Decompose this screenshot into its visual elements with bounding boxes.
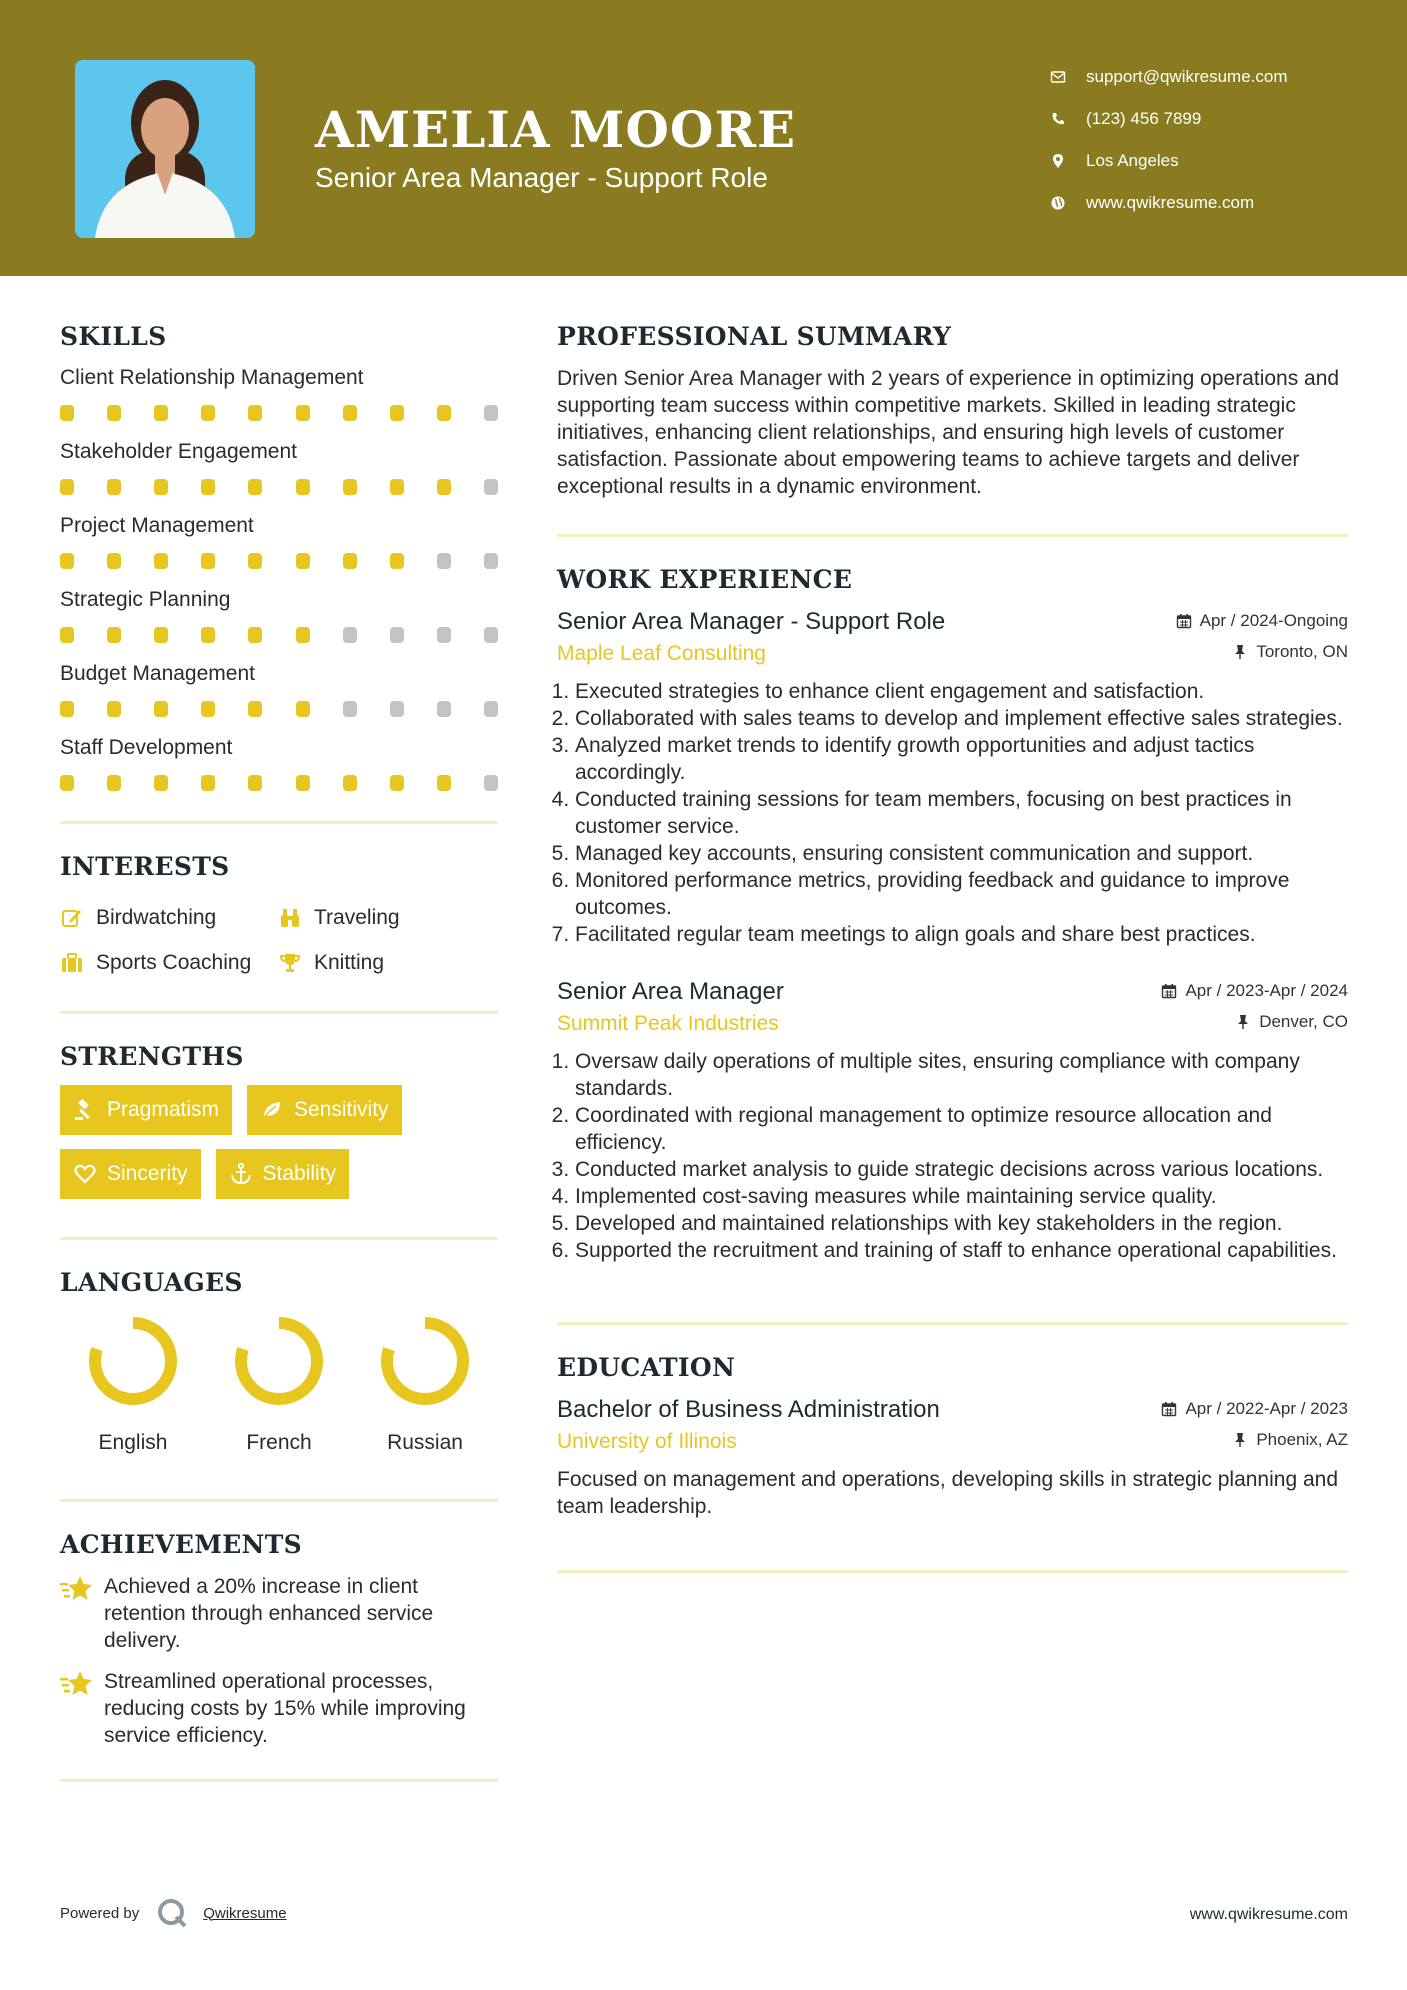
education-heading: EDUCATION — [557, 1353, 736, 1382]
skill-name: Strategic Planning — [60, 588, 231, 611]
skill-rating — [60, 775, 498, 791]
skill-name: Project Management — [60, 514, 254, 537]
section-divider — [60, 1779, 498, 1782]
contact-phone[interactable] — [1050, 98, 1288, 140]
rating-dot-filled — [154, 627, 168, 643]
calendar-icon — [1161, 1401, 1177, 1417]
section-divider — [60, 1499, 498, 1502]
education-school: University of Illinois — [557, 1430, 737, 1453]
languages-list — [60, 1311, 498, 1455]
envelope-icon — [1050, 69, 1066, 85]
resume-header — [0, 0, 1407, 276]
pushpin-icon — [1232, 1432, 1248, 1448]
duty-item: 2. Coordinated with regional management to optimize resource allocation and efficiency. — [575, 1102, 1348, 1156]
section-divider — [60, 821, 498, 824]
skills-heading: SKILLS — [60, 322, 167, 351]
rating-dot-filled — [248, 775, 262, 791]
experience-heading: WORK EXPERIENCE — [557, 565, 853, 594]
strength-label: Pragmatism — [107, 1098, 220, 1121]
duty-item: 1. Oversaw daily operations of multiple sites, ensuring compliance with company standards. — [575, 1048, 1348, 1102]
duty-item: 7. Facilitated regular team meetings to align goals and share best practices. — [575, 921, 1348, 948]
rating-dot-filled — [248, 479, 262, 495]
rating-dot-empty — [484, 553, 498, 569]
duty-item: 6. Monitored performance metrics, providing feedback and guidance to improve outcomes. — [575, 867, 1348, 921]
skill-name: Stakeholder Engagement — [60, 440, 297, 463]
right-column — [557, 322, 1348, 1573]
duty-item: 4. Implemented cost-saving measures while maintaining service quality. — [575, 1183, 1348, 1210]
footer-powered-by — [60, 1896, 287, 1930]
rating-dot-filled — [343, 553, 357, 569]
education-degree: Bachelor of Business Administration — [557, 1396, 940, 1423]
rating-dot-empty — [390, 627, 404, 643]
contact-email-text: support@qwikresume.com — [1086, 67, 1288, 86]
rating-dot-filled — [437, 479, 451, 495]
rating-dot-filled — [201, 405, 215, 421]
summary-heading: PROFESSIONAL SUMMARY — [557, 322, 952, 351]
gavel-icon — [73, 1098, 97, 1122]
strengths-heading: STRENGTHS — [60, 1042, 244, 1071]
rating-dot-filled — [296, 553, 310, 569]
education-subheader — [557, 1430, 1348, 1454]
contact-location-text: Los Angeles — [1086, 151, 1179, 170]
skill-name: Staff Development — [60, 736, 233, 759]
languages-heading: LANGUAGES — [60, 1268, 243, 1297]
rating-dot-empty — [484, 479, 498, 495]
duty-item: 5. Managed key accounts, ensuring consistent communication and support. — [575, 840, 1348, 867]
star-icon — [60, 1668, 94, 1698]
language-level-arc — [95, 1323, 171, 1399]
skill-item — [60, 365, 498, 421]
skill-rating — [60, 627, 498, 643]
skill-rating — [60, 701, 498, 717]
strength-badge — [216, 1149, 350, 1199]
education-location-text: Phoenix, AZ — [1256, 1430, 1348, 1449]
job-location — [1232, 642, 1348, 662]
rating-dot-filled — [343, 775, 357, 791]
rating-dot-empty — [437, 553, 451, 569]
interest-label: Knitting — [314, 950, 385, 974]
interest-item — [60, 895, 278, 940]
calendar-icon — [1161, 983, 1177, 999]
duty-item: 4. Conducted training sessions for team members, focusing on best practices in customer service. — [575, 786, 1348, 840]
job-date — [1161, 981, 1348, 1001]
duty-item: 6. Supported the recruitment and training of staff to enhance operational capabilities. — [575, 1237, 1348, 1264]
language-name: Russian — [387, 1431, 463, 1454]
strengths-list — [60, 1085, 498, 1199]
rating-dot-filled — [390, 775, 404, 791]
rating-dot-filled — [107, 479, 121, 495]
rating-dot-filled — [437, 405, 451, 421]
section-divider — [60, 1011, 498, 1014]
job-company: Summit Peak Industries — [557, 1012, 779, 1035]
language-level-arc — [387, 1323, 463, 1399]
rating-dot-filled — [248, 405, 262, 421]
rating-dot-filled — [248, 701, 262, 717]
rating-dot-filled — [154, 405, 168, 421]
language-level-ring — [375, 1311, 475, 1411]
rating-dot-filled — [107, 701, 121, 717]
interest-label: Sports Coaching — [96, 950, 252, 974]
section-divider — [557, 1322, 1348, 1325]
skill-name: Client Relationship Management — [60, 366, 364, 389]
achievement-text: Streamlined operational processes, reducing costs by 15% while improving service efficiency. — [104, 1670, 466, 1747]
left-column — [60, 322, 498, 1782]
skill-item — [60, 661, 498, 717]
anchor-icon — [229, 1162, 253, 1186]
leaf-icon — [260, 1098, 284, 1122]
skill-item — [60, 513, 498, 569]
skills-list — [60, 365, 498, 791]
rating-dot-filled — [154, 775, 168, 791]
job-location-text: Denver, CO — [1259, 1012, 1348, 1031]
skill-rating — [60, 553, 498, 569]
rating-dot-filled — [107, 775, 121, 791]
achievement-item — [60, 1573, 498, 1654]
job-duties — [557, 678, 1348, 948]
interest-label: Traveling — [314, 905, 400, 929]
skill-item — [60, 587, 498, 643]
job-title: Senior Area Manager — [557, 978, 784, 1005]
contact-email[interactable] — [1050, 56, 1288, 98]
skill-item — [60, 735, 498, 791]
rating-dot-filled — [296, 775, 310, 791]
skill-rating — [60, 405, 498, 421]
contact-list — [1050, 56, 1288, 224]
skill-name: Budget Management — [60, 662, 255, 685]
section-divider — [557, 1570, 1348, 1573]
rating-dot-filled — [296, 701, 310, 717]
rating-dot-filled — [60, 479, 74, 495]
interests-list — [60, 895, 498, 985]
candidate-name: AMELIA MOORE — [315, 100, 797, 159]
rating-dot-filled — [154, 479, 168, 495]
rating-dot-empty — [437, 627, 451, 643]
education-text: Focused on management and operations, developing skills in strategic planning and team leadership. — [557, 1468, 1338, 1518]
skill-rating — [60, 479, 498, 495]
rating-dot-empty — [484, 775, 498, 791]
job-entry — [557, 978, 1348, 1264]
briefcase-icon — [60, 951, 84, 975]
rating-dot-filled — [201, 479, 215, 495]
rating-dot-empty — [343, 627, 357, 643]
achievements-heading: ACHIEVEMENTS — [60, 1530, 302, 1559]
rating-dot-filled — [248, 627, 262, 643]
contact-phone-text: (123) 456 7899 — [1086, 109, 1202, 128]
rating-dot-filled — [343, 479, 357, 495]
job-location-text: Toronto, ON — [1256, 642, 1348, 661]
rating-dot-filled — [60, 553, 74, 569]
rating-dot-filled — [154, 701, 168, 717]
language-level-arc — [241, 1323, 317, 1399]
rating-dot-filled — [60, 627, 74, 643]
rating-dot-filled — [60, 775, 74, 791]
rating-dot-filled — [107, 405, 121, 421]
calendar-icon — [1176, 613, 1192, 629]
job-subheader — [557, 642, 1348, 666]
interests-heading: INTERESTS — [60, 852, 230, 881]
rating-dot-filled — [390, 553, 404, 569]
strength-label: Sensitivity — [294, 1098, 389, 1121]
job-date — [1176, 611, 1348, 631]
rating-dot-filled — [107, 627, 121, 643]
edit-icon — [60, 906, 84, 930]
profile-photo — [75, 60, 255, 238]
rating-dot-filled — [201, 701, 215, 717]
rating-dot-filled — [201, 775, 215, 791]
footer-url[interactable]: www.qwikresume.com — [1189, 1906, 1348, 1923]
rating-dot-filled — [390, 479, 404, 495]
contact-website[interactable] — [1050, 182, 1288, 224]
language-item — [352, 1311, 498, 1455]
pushpin-icon — [1235, 1014, 1251, 1030]
binoculars-icon — [278, 906, 302, 930]
rating-dot-filled — [201, 553, 215, 569]
language-name: French — [246, 1431, 312, 1454]
rating-dot-filled — [107, 553, 121, 569]
rating-dot-filled — [390, 405, 404, 421]
star-icon — [60, 1573, 94, 1603]
rating-dot-filled — [60, 701, 74, 717]
qwikresume-logo-icon — [155, 1896, 189, 1930]
duty-item: 5. Developed and maintained relationships with key stakeholders in the region. — [575, 1210, 1348, 1237]
job-header — [557, 608, 1348, 636]
rating-dot-empty — [343, 701, 357, 717]
job-subheader — [557, 1012, 1348, 1036]
section-divider — [60, 1237, 498, 1240]
education-location — [1232, 1430, 1348, 1450]
rating-dot-filled — [201, 627, 215, 643]
job-company: Maple Leaf Consulting — [557, 642, 766, 665]
interest-item — [60, 940, 278, 985]
job-header — [557, 978, 1348, 1006]
strength-label: Stability — [262, 1162, 337, 1185]
interest-item — [278, 895, 400, 940]
summary-text: Driven Senior Area Manager with 2 years of experience in optimizing operations and supporting team success within competitive markets. Skilled in leading strategic initiatives, enhancing client relationships, and ensuring high levels of customer satisfaction. Passionate about empowering teams to achieve targets and deliver exceptional results in a dynamic environment. — [557, 367, 1340, 498]
trophy-icon — [278, 951, 302, 975]
contact-location — [1050, 140, 1288, 182]
rating-dot-filled — [437, 775, 451, 791]
strength-badge — [60, 1149, 201, 1199]
duty-item: 3. Analyzed market trends to identify growth opportunities and adjust tactics accordingly. — [575, 732, 1348, 786]
language-name: English — [98, 1431, 168, 1454]
duty-item: 1. Executed strategies to enhance client engagement and satisfaction. — [575, 678, 1348, 705]
rating-dot-empty — [437, 701, 451, 717]
rating-dot-filled — [296, 479, 310, 495]
strength-badge — [60, 1085, 232, 1135]
strength-label: Sincerity — [107, 1162, 188, 1185]
job-location — [1235, 1012, 1348, 1032]
heart-icon — [73, 1162, 97, 1186]
powered-by-label: Powered by — [60, 1904, 140, 1922]
achievements-list — [60, 1573, 498, 1749]
brand-link[interactable]: Qwikresume — [203, 1904, 287, 1922]
job-entry — [557, 608, 1348, 948]
rating-dot-empty — [484, 701, 498, 717]
section-divider — [557, 534, 1348, 537]
rating-dot-filled — [296, 405, 310, 421]
rating-dot-filled — [60, 405, 74, 421]
contact-website-text: www.qwikresume.com — [1086, 193, 1255, 212]
language-level-ring — [229, 1311, 329, 1411]
interest-item — [278, 940, 384, 985]
duty-item: 3. Conducted market analysis to guide strategic decisions across various locations. — [575, 1156, 1348, 1183]
rating-dot-filled — [343, 405, 357, 421]
job-date-text: Apr / 2023-Apr / 2024 — [1185, 981, 1348, 1000]
map-marker-icon — [1050, 153, 1066, 169]
pushpin-icon — [1232, 644, 1248, 660]
education-date — [1161, 1399, 1348, 1419]
interest-label: Birdwatching — [96, 905, 217, 929]
rating-dot-empty — [484, 627, 498, 643]
job-title: Senior Area Manager - Support Role — [557, 608, 946, 635]
job-date-text: Apr / 2024-Ongoing — [1199, 611, 1348, 630]
duty-item: 2. Collaborated with sales teams to develop and implement effective sales strategies. — [575, 705, 1348, 732]
globe-icon — [1050, 195, 1066, 211]
rating-dot-empty — [484, 405, 498, 421]
achievement-text: Achieved a 20% increase in client retention through enhanced service delivery. — [104, 1575, 434, 1652]
phone-icon — [1050, 111, 1066, 127]
education-header — [557, 1396, 1348, 1424]
language-level-ring — [83, 1311, 183, 1411]
strength-badge — [247, 1085, 402, 1135]
rating-dot-filled — [248, 553, 262, 569]
rating-dot-filled — [296, 627, 310, 643]
rating-dot-filled — [154, 553, 168, 569]
education-date-text: Apr / 2022-Apr / 2023 — [1185, 1399, 1348, 1418]
language-item — [206, 1311, 352, 1455]
skill-item — [60, 439, 498, 495]
job-duties — [557, 1048, 1348, 1264]
language-item — [60, 1311, 206, 1455]
achievement-item — [60, 1668, 498, 1749]
candidate-title: Senior Area Manager - Support Role — [315, 162, 768, 193]
rating-dot-empty — [390, 701, 404, 717]
